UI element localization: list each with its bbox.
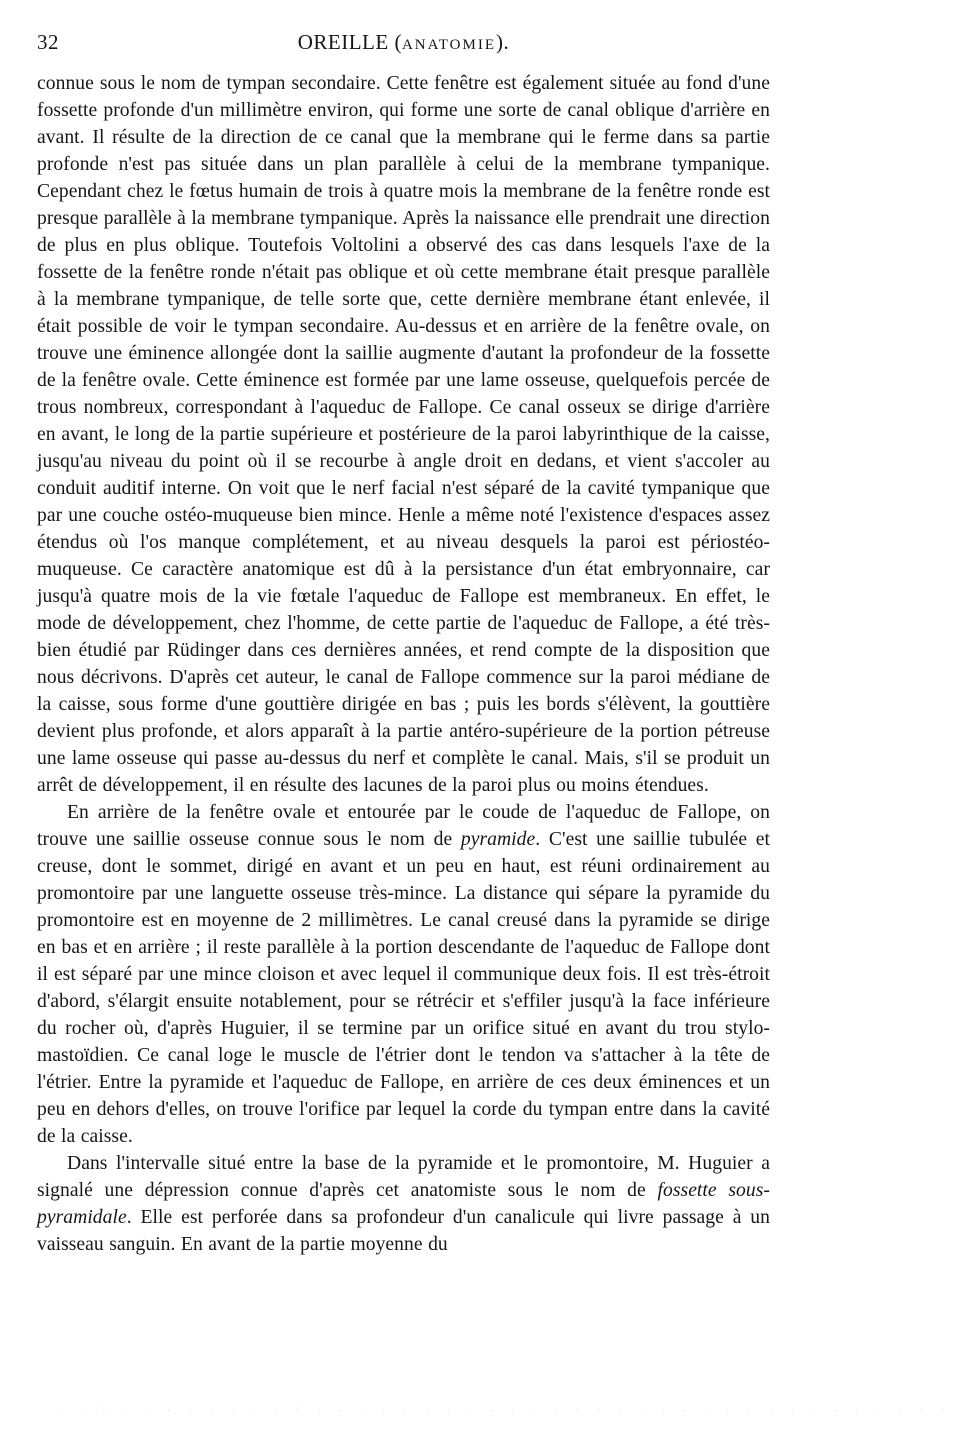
document-page: [37, 26, 770, 1258]
page-number: 32: [37, 30, 59, 54]
running-title-main: OREILLE (: [297, 30, 402, 54]
bleed-through-noise: . . : . . . . . . . . : . . . . . . . . . . . . . . . . . . . . . . . . . . . . . .: [60, 1405, 953, 1413]
running-header: [37, 26, 770, 60]
paragraph-3: [37, 1150, 770, 1258]
paragraph-2: [37, 799, 770, 1150]
running-title-sub: ANATOMIE: [401, 37, 497, 53]
running-title-end: ).: [496, 30, 510, 54]
term-pyramide: pyramide: [460, 829, 536, 850]
paragraph-1: connue sous le nom de tympan secondaire. Cette fenêtre est également située au fond d'une fossette profonde d'un millimètre environ, qui forme une sorte de canal oblique d'arrière en avant. Il résulte de la direction de ce canal que la membrane qui le ferme dans sa partie profonde n'est pas située dans un plan parallèle à celui de la membrane tympanique. Cependant chez le fœtus humain de trois à quatre mois la membrane de la fenêtre ronde est presque parallèle à la membrane tympanique. Après la naissance elle prendrait une direction de plus en plus oblique. Toutefois Voltolini a observé des cas dans lesquels l'axe de la fossette de la fenêtre ronde n'était pas oblique et où cette membrane était presque parallèle à la membrane tympanique, de telle sorte que, cette dernière membrane étant enlevée, il était possible de voir le tympan secondaire. Au-dessus et en arrière de la fenêtre ovale, on trouve une éminence allongée dont la saillie augmente d'autant la profondeur de la fossette de la fenêtre ovale. Cette éminence est formée par une lame osseuse, quelquefois percée de trous nombreux, correspondant à l'aqueduc de Fallope. Ce canal osseux se dirige d'arrière en avant, le long de la partie supérieure et postérieure de la paroi labyrinthique de la caisse, jusqu'au niveau du point où il se recourbe à angle droit en dedans, et vient s'accoler au conduit auditif interne. On voit que le nerf facial n'est séparé de la cavité tympanique que par une couche ostéo-muqueuse bien mince. Henle a même noté l'existence d'espaces assez étendus où l'os manque complétement, et au niveau desquels la paroi est périostéo-muqueuse. Ce caractère anatomique est dû à la persistance d'un état embryonnaire, car jusqu'à quatre mois de la vie fœtale l'aqueduc de Fallope est membraneux. En effet, le mode de développement, chez l'homme, de cette partie de l'aqueduc de Fallope, a été très-bien étudié par Rüdinger dans ces dernières années, et rend compte de la disposition que nous décrivons. D'après cet auteur, le canal de Fallope commence sur la paroi médiane de la caisse, sous forme d'une gouttière dirigée en bas ; puis les bords s'élèvent, la gouttière devient plus profonde, et alors apparaît à la partie antéro-supérieure de la portion pétreuse une lame osseuse qui passe au-dessus du nerf et complète le canal. Mais, s'il se produit un arrêt de développement, il en résulte des lacunes de la paroi plus ou moins étendues.: [37, 73, 770, 796]
running-title: [37, 30, 770, 55]
paragraph-2-rest: . C'est une saillie tubulée et creuse, dont le sommet, dirigé en avant et un peu en haut, est réuni ordinairement au promontoire par une languette osseuse très-mince. La distance qui sépare la pyramide du promontoire est en moyenne de 2 millimètres. Le canal creusé dans la pyramide se dirige en bas et en arrière ; il reste parallèle à la portion descendante de l'aqueduc de Fallope dont il est séparé par une mince cloison et avec lequel il communique deux fois. Il est très-étroit d'abord, s'élargit ensuite notablement, pour se rétrécir et s'effiler jusqu'à la face inférieure du rocher où, d'après Huguier, il se termine par un orifice situé en avant du trou stylo-mastoïdien. Ce canal loge le muscle de l'étrier dont le tendon va s'attacher à la tête de l'étrier. Entre la pyramide et l'aqueduc de Fallope, en arrière de ces deux éminences et un peu en dehors d'elles, on trouve l'orifice par lequel la corde du tympan entre dans la cavité de la caisse.: [37, 829, 770, 1147]
paragraph-2-start: En arrière de la fenêtre ovale et entourée par le coude de l'aqueduc de Fallope, on trouve une saillie osseuse connue sous le nom de: [37, 802, 770, 850]
term-fossette-sous-pyramidale: fossette sous-pyramidale: [37, 1180, 770, 1228]
body-text: [37, 70, 770, 1258]
paragraph-3-rest: . Elle est perforée dans sa profondeur d'un canalicule qui livre passage à un vaisseau sanguin. En avant de la partie moyenne du: [37, 1207, 770, 1255]
paragraph-3-start: Dans l'intervalle situé entre la base de la pyramide et le promontoire, M. Huguier a signalé une dépression connue d'après cet anatomiste sous le nom de: [37, 1153, 770, 1201]
